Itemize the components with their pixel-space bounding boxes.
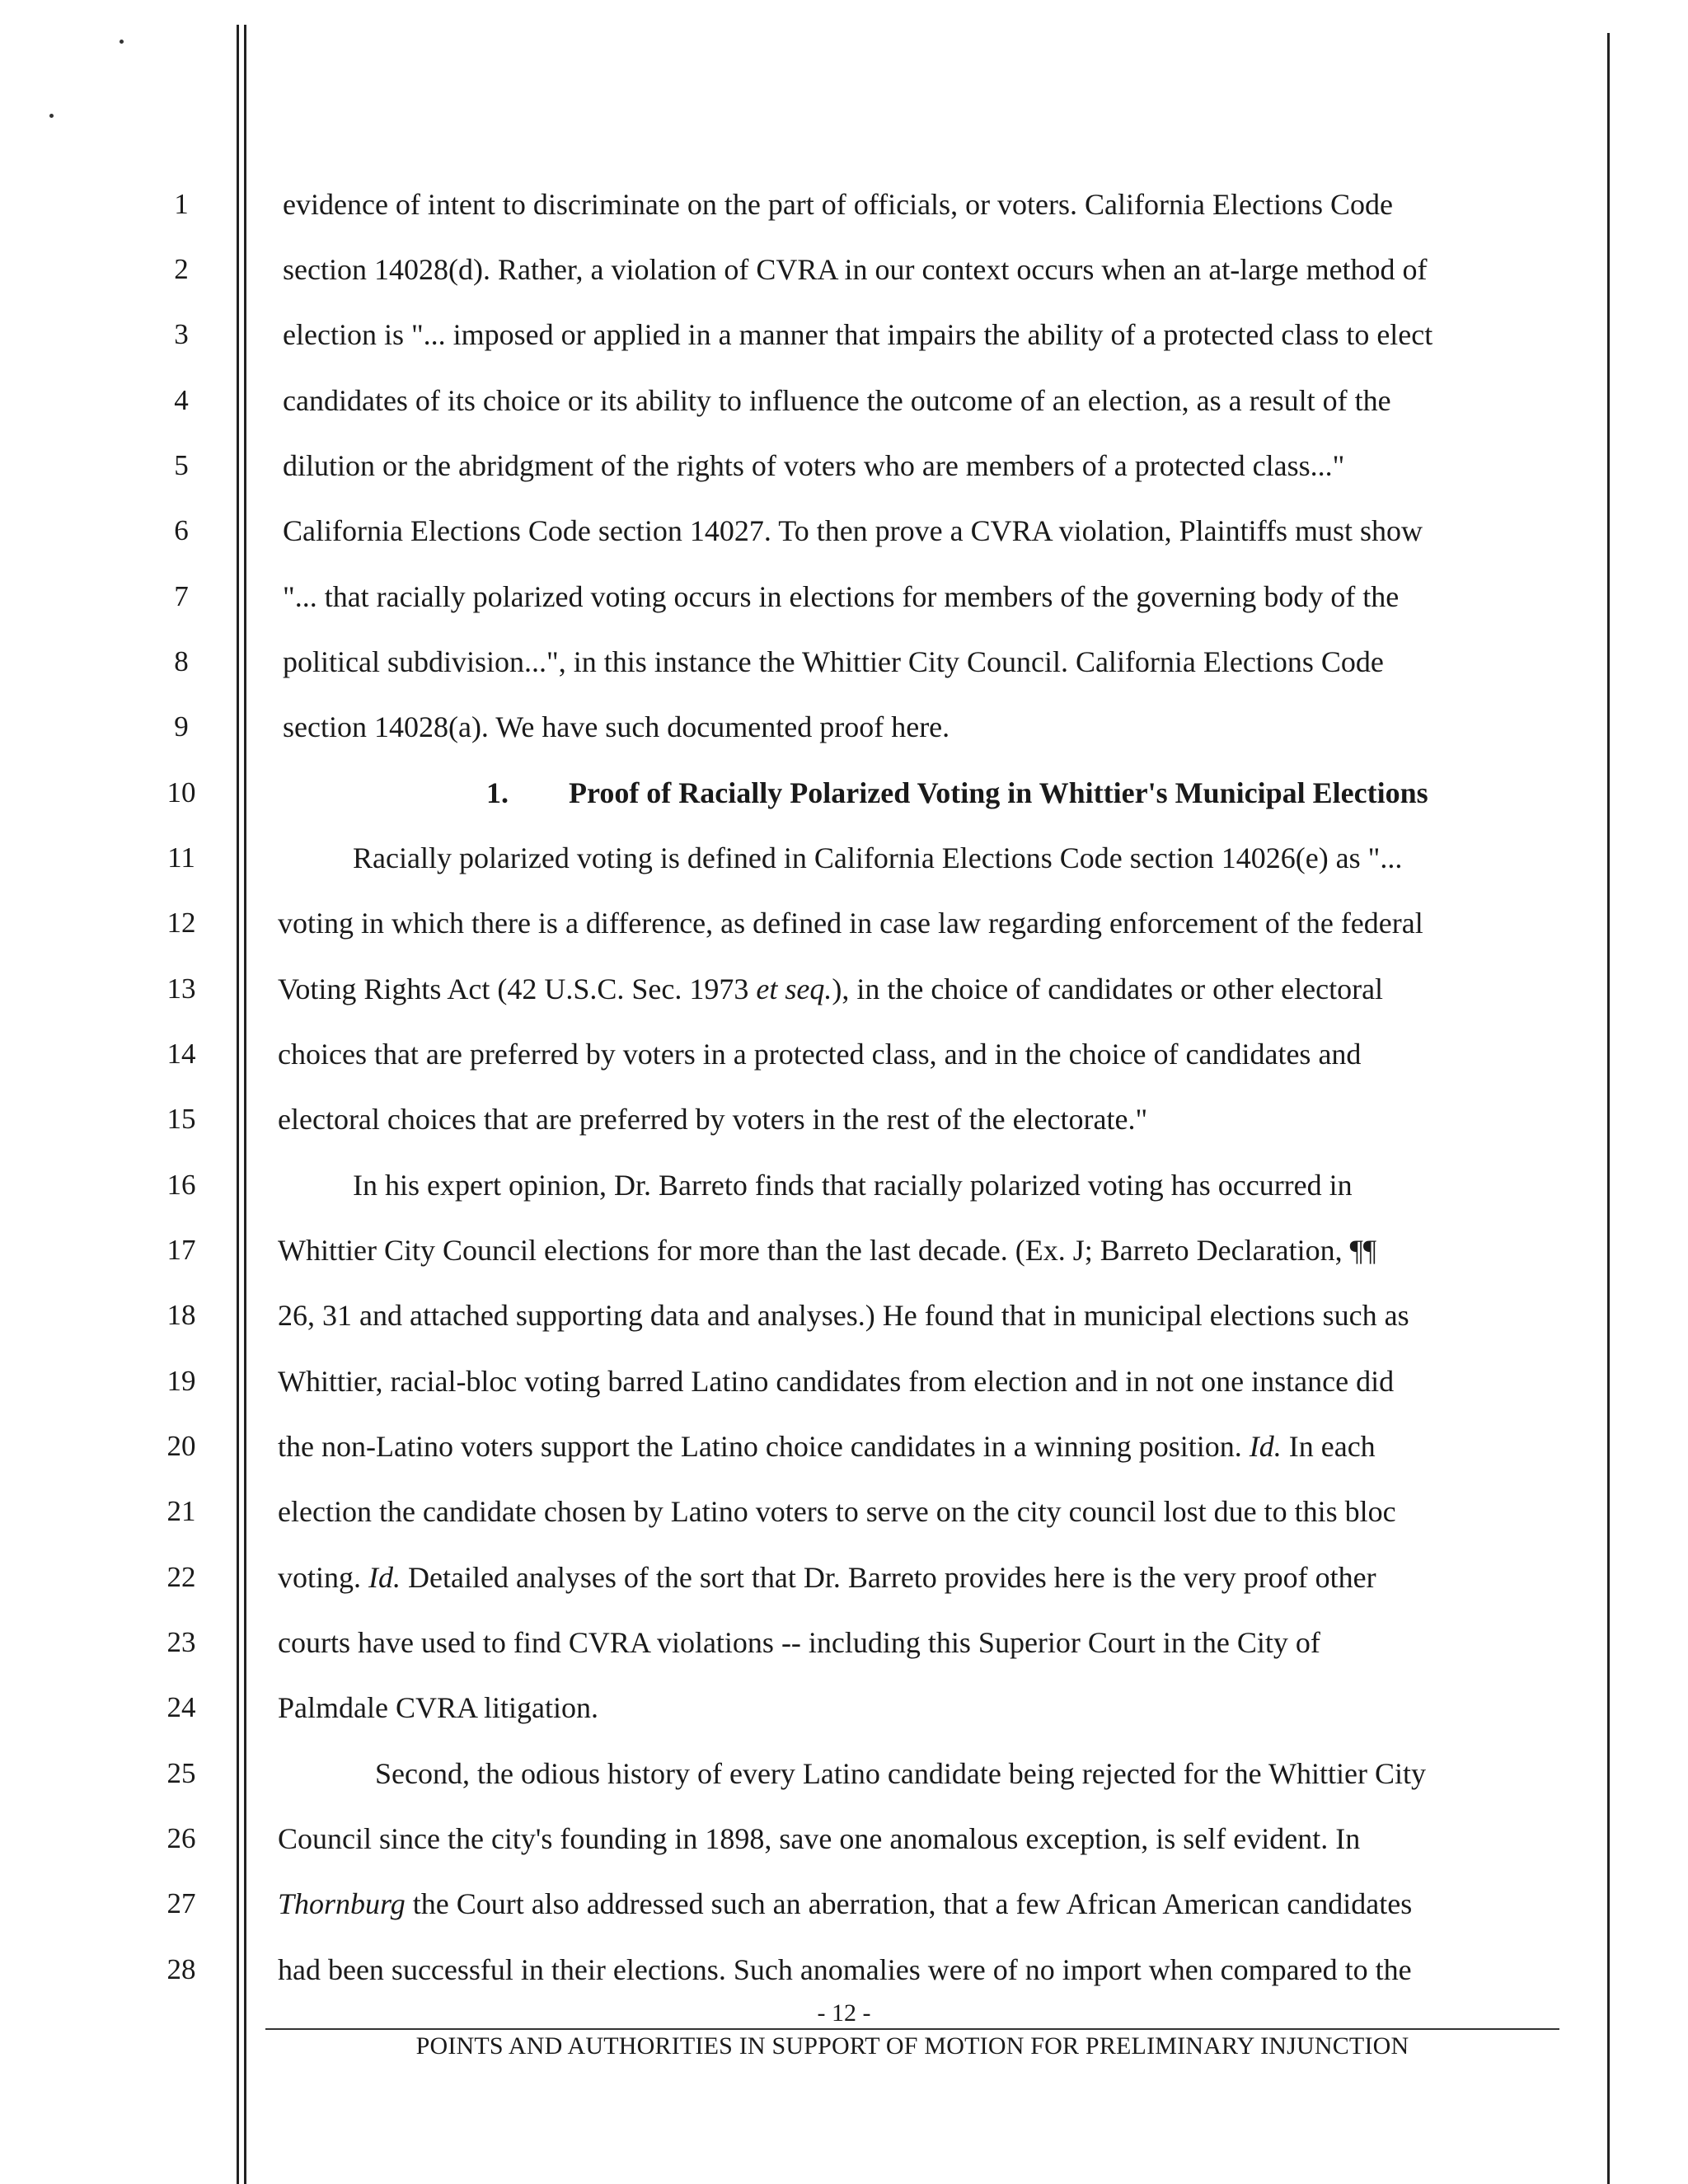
citation-italic: Id.	[368, 1561, 401, 1594]
line-number: 18	[166, 1299, 196, 1331]
text-run: the non-Latino voters support the Latino choice candidates in a winning position.	[278, 1430, 1250, 1463]
text-line: political subdivision...", in this instance the Whittier City Council. California Elections Code	[283, 645, 1384, 678]
text-run: Voting Rights Act (42 U.S.C. Sec. 1973	[278, 972, 757, 1005]
citation-italic: Id.	[1249, 1430, 1282, 1463]
text-line: Palmdale CVRA litigation.	[278, 1691, 598, 1724]
text-line: section 14028(a). We have such documented proof here.	[283, 710, 950, 743]
text-line: Whittier, racial-bloc voting barred Latino candidates from election and in not one instance did	[278, 1365, 1395, 1398]
line-number: 13	[166, 972, 196, 1005]
text-line	[278, 972, 1564, 1005]
footer-divider	[265, 2028, 1559, 2030]
text-line: evidence of intent to discriminate on the part of officials, or voters. California Elections Code	[283, 188, 1393, 221]
line-number: 25	[166, 1757, 196, 1789]
citation-italic: et seq.	[756, 972, 832, 1005]
line-number: 14	[166, 1038, 196, 1070]
line-number: 3	[174, 318, 189, 350]
section-heading-number: 1.	[486, 776, 509, 809]
text-line: choices that are preferred by voters in a protected class, and in the choice of candidates and	[278, 1038, 1362, 1071]
left-margin-rule-outer	[237, 25, 239, 2184]
text-line: "... that racially polarized voting occurs in elections for members of the governing body of the	[283, 580, 1400, 613]
line-number: 20	[166, 1430, 196, 1462]
text-run: the Court also addressed such an aberration, that a few African American candidates	[405, 1887, 1413, 1920]
text-line: candidates of its choice or its ability to influence the outcome of an election, as a result of the	[283, 384, 1391, 417]
text-line	[278, 1430, 1564, 1463]
scan-speck	[49, 114, 54, 118]
text-line: In his expert opinion, Dr. Barreto finds that racially polarized voting has occurred in	[353, 1169, 1353, 1202]
text-line: election is "... imposed or applied in a manner that impairs the ability of a protected class to elect	[283, 318, 1433, 351]
line-number: 5	[174, 449, 189, 481]
line-number: 2	[174, 253, 189, 285]
line-number: 19	[166, 1365, 196, 1397]
left-margin-rule-inner	[244, 25, 246, 2184]
footer-title: POINTS AND AUTHORITIES IN SUPPORT OF MOTION FOR PRELIMINARY INJUNCTION	[415, 2032, 1409, 2060]
line-number: 17	[166, 1234, 196, 1266]
text-run: voting.	[278, 1561, 369, 1594]
text-line: Second, the odious history of every Latino candidate being rejected for the Whittier City	[375, 1757, 1426, 1790]
line-number: 1	[174, 188, 189, 220]
text-line: section 14028(d). Rather, a violation of CVRA in our context occurs when an at-large method of	[283, 253, 1428, 286]
text-line: Racially polarized voting is defined in California Elections Code section 14026(e) as "...	[353, 841, 1403, 874]
line-number: 11	[167, 841, 195, 874]
text-line: dilution or the abridgment of the rights of voters who are members of a protected class..."	[283, 449, 1345, 482]
line-number: 16	[166, 1169, 196, 1201]
line-number: 10	[166, 776, 196, 808]
text-line: 26, 31 and attached supporting data and analyses.) He found that in municipal elections such as	[278, 1299, 1409, 1332]
text-line: Whittier City Council elections for more than the last decade. (Ex. J; Barreto Declaration, ¶¶	[278, 1234, 1377, 1267]
line-number: 6	[174, 514, 189, 546]
page-number: - 12 -	[817, 1999, 871, 2027]
line-number: 27	[166, 1887, 196, 1919]
line-number: 4	[174, 384, 189, 416]
right-margin-rule	[1607, 33, 1610, 2184]
text-line	[278, 1561, 1564, 1594]
line-number: 9	[174, 710, 189, 743]
text-line: had been successful in their elections. Such anomalies were of no import when compared to the	[278, 1953, 1412, 1986]
line-number: 26	[166, 1822, 196, 1854]
text-line: election the candidate chosen by Latino voters to serve on the city council lost due to this bloc	[278, 1495, 1396, 1528]
line-number: 28	[166, 1953, 196, 1985]
text-line: electoral choices that are preferred by voters in the rest of the electorate."	[278, 1103, 1148, 1136]
text-run: In each	[1281, 1430, 1376, 1463]
case-name-italic: Thornburg	[278, 1887, 406, 1920]
line-number: 8	[174, 645, 189, 677]
text-line	[278, 1887, 1564, 1920]
text-run: ), in the choice of candidates or other electoral	[832, 972, 1384, 1005]
text-line: courts have used to find CVRA violations -- including this Superior Court in the City of	[278, 1626, 1320, 1659]
text-run: Detailed analyses of the sort that Dr. Barreto provides here is the very proof other	[401, 1561, 1376, 1594]
line-number: 15	[166, 1103, 196, 1135]
line-number: 23	[166, 1626, 196, 1658]
section-heading	[486, 776, 1688, 809]
text-line: voting in which there is a difference, as defined in case law regarding enforcement of the federal	[278, 907, 1423, 940]
line-number: 24	[166, 1691, 196, 1723]
line-number: 21	[166, 1495, 196, 1527]
scan-speck	[120, 40, 124, 44]
line-number: 22	[166, 1561, 196, 1593]
line-number: 7	[174, 580, 189, 612]
text-line: California Elections Code section 14027. To then prove a CVRA violation, Plaintiffs must show	[283, 514, 1423, 547]
section-heading-title: Proof of Racially Polarized Voting in Whittier's Municipal Elections	[569, 776, 1428, 809]
text-line: Council since the city's founding in 1898, save one anomalous exception, is self evident. In	[278, 1822, 1361, 1855]
line-number: 12	[166, 907, 196, 939]
